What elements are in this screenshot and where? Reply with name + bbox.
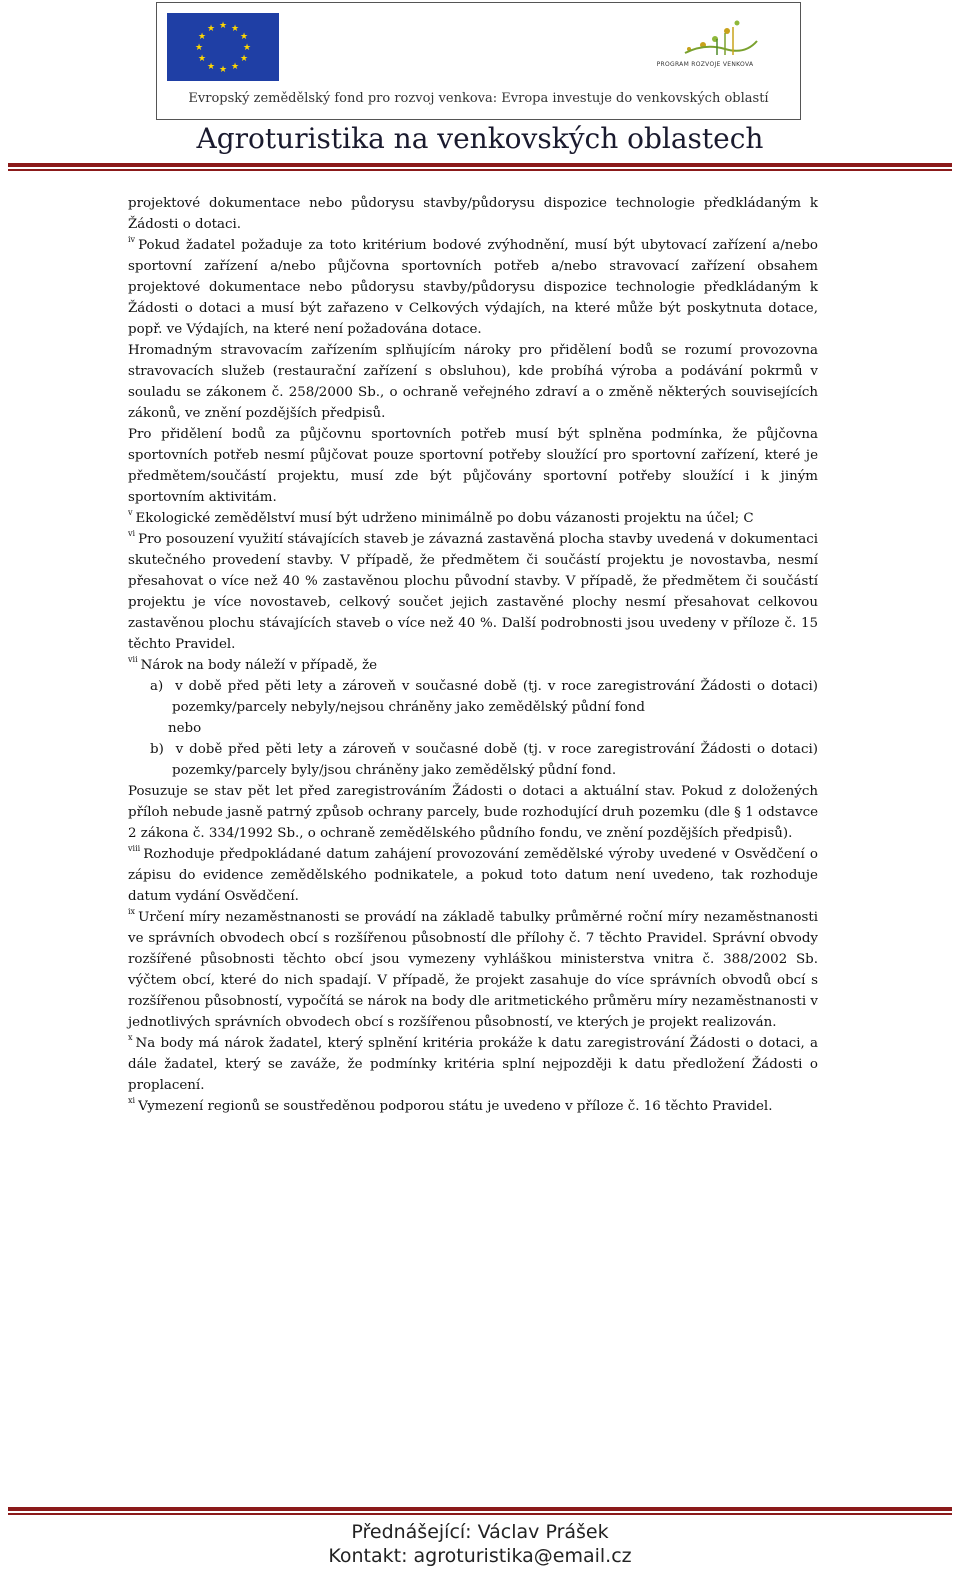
svg-text:★: ★ bbox=[197, 54, 207, 64]
svg-text:★: ★ bbox=[218, 21, 228, 31]
svg-text:★: ★ bbox=[239, 54, 249, 64]
header-divider-thin bbox=[8, 169, 952, 171]
eu-flag-icon bbox=[167, 13, 279, 81]
page-title: Agroturistika na venkovských oblastech bbox=[196, 122, 764, 155]
list-item: b) v době před pěti lety a zároveň v současné době (tj. v roce zaregistrování Žádosti o dotaci) pozemky/parcely byly/jsou chráněny jako zemědělský půdní fond. bbox=[150, 742, 818, 778]
footnote-marker: v bbox=[128, 508, 133, 517]
svg-text:★: ★ bbox=[197, 32, 207, 42]
footnote-marker: iv bbox=[128, 235, 136, 244]
svg-text:★: ★ bbox=[242, 43, 252, 53]
footer-divider bbox=[8, 1507, 952, 1511]
footnote-marker: xi bbox=[128, 1096, 136, 1105]
footnote-marker: viii bbox=[128, 844, 141, 853]
svg-text:★: ★ bbox=[230, 24, 240, 34]
svg-text:★: ★ bbox=[206, 24, 216, 34]
footer-contact: Kontakt: agroturistika@email.cz bbox=[328, 1545, 632, 1567]
program-logo-text: PROGRAM ROZVOJE VENKOVA bbox=[656, 61, 754, 68]
footnote-paragraph: $^v$ Ekologické zemědělství musí být udrženo minimálně po dobu vázanosti projektu na účel; C bbox=[128, 508, 754, 526]
paragraph: Hromadným stravovacím zařízením splňujícím nároky pro přidělení bodů se rozumí provozovna stravovacích služeb (restaurační zařízení s obsluhou), kde probíhá výroba a podávání pokrmů v souladu se zákonem č. 258/2000 Sb., o ochraně veřejného zdraví a o změně některých souvisejících zákonů, ve znění pozdějších předpisů. bbox=[128, 343, 818, 421]
header-divider bbox=[8, 163, 952, 167]
banner-caption: Evropský zemědělský fond pro rozvoj venkova: Evropa investuje do venkovských oblastí bbox=[188, 91, 769, 106]
footnote-paragraph: $^{vii}$ Nárok na body náleží v případě, že bbox=[128, 655, 378, 673]
footnote-marker: ix bbox=[128, 907, 136, 916]
svg-text:★: ★ bbox=[230, 62, 240, 72]
footnote-marker: vi bbox=[128, 529, 136, 538]
footnote-paragraph: $^{ix}$ Určení míry nezaměstnanosti se provádí na základě tabulky průměrné roční míry nezaměstnanosti ve správních obvodech obcí s rozšířenou působností dle přílohy č. 7 těchto Pravidel. Správní obvody rozšířené působnosti těchto obcí jsou vymezeny vyhláškou ministerstva vnitra č. 388/2002 Sb. výčtem obcí, které do nich spadají. V případě, že projekt zasahuje do více správních obvodů obcí s rozšířenou působností, vypočítá se nárok na body dle aritmetického průměru míry nezaměstnanosti v jednotlivých správních obvodech obcí s rozšířenou působností, ve kterých je projekt realizován. bbox=[128, 907, 818, 1030]
footnote-paragraph: $^{viii}$ Rozhoduje předpokládané datum zahájení provozování zemědělské výroby uvedené v Osvědčení o zápisu do evidence zemědělského podnikatele, a pokud toto datum není uvedeno, tak rozhoduje datum vydání Osvědčení. bbox=[128, 844, 818, 904]
paragraph: Pro přidělení bodů za půjčovnu sportovních potřeb musí být splněna podmínka, že půjčovna sportovních potřeb nesmí půjčovat pouze sportovní potřeby sloužící pro sportovní zařízení, které je předmětem/součástí projektu, musí zde být půjčovány sportovní potřeby sloužící i k jiným sportovním aktivitám. bbox=[128, 427, 818, 505]
paragraph: projektové dokumentace nebo půdorysu stavby/půdorysu dispozice technologie předkládaným k Žádosti o dotaci. bbox=[128, 196, 818, 232]
svg-text:★: ★ bbox=[206, 62, 216, 72]
footnote-marker: vii bbox=[128, 655, 138, 664]
list-connector: nebo bbox=[168, 721, 202, 736]
svg-text:★: ★ bbox=[239, 32, 249, 42]
list-item: a) v době před pěti lety a zároveň v současné době (tj. v roce zaregistrování Žádosti o dotaci) pozemky/parcely nebyly/nejsou chráněny jako zemědělský půdní fond bbox=[150, 679, 819, 715]
footer-lecturer: Přednášející: Václav Prášek bbox=[351, 1521, 609, 1543]
footnote-paragraph: $^{vi}$ Pro posouzení využití stávajících staveb je závazná zastavěná plocha stavby uvedená v dokumentaci skutečného provedení stavby. V případě, že předmětem či součástí projektu je novostavba, nesmí přesahovat o více než 40 % zastavěnou plochu původní stavby. V případě, že předmětem či součástí projektu je více novostaveb, celkový součet jejich zastavěné plochy nesmí přesahovat celkovou zastavěnou plochu stávajících staveb o více než 40 %. Další podrobnosti jsou uvedeny v příloze č. 15 těchto Pravidel. bbox=[128, 529, 818, 652]
footnote-paragraph: $^{iv}$ Pokud žadatel požaduje za toto kritérium bodové zvýhodnění, musí být ubytovací zařízení a/nebo sportovní zařízení a/nebo půjčovna sportovních potřeb a/nebo stravovací zařízení obsahem projektové dokumentace nebo půdorysu stavby/půdorysu dispozice technologie předkládaným k Žádosti o dotaci a musí být zařazeno v Celkových výdajích, na které může být poskytnuta dotace, popř. ve Výdajích, na které není požadována dotace. bbox=[128, 235, 818, 337]
footnote-paragraph: $^x$ Na body má nárok žadatel, který splnění kritéria prokáže k datu zaregistrování Žádosti o dotaci, a dále žadatel, který se zaváže, že podmínky kritéria splní nejpozději k datu předložení Žádosti o proplacení. bbox=[128, 1033, 818, 1093]
document-body bbox=[128, 193, 818, 1117]
footnote-marker: x bbox=[128, 1033, 133, 1042]
program-logo-icon bbox=[645, 17, 765, 79]
paragraph: Posuzuje se stav pět let před zaregistrováním Žádosti o dotaci a aktuální stav. Pokud z doložených příloh nebude jasně patrný způsob ochrany parcely, bude rozhodující druh pozemku (dle § 1 odstavce 2 zákona č. 334/1992 Sb., o ochraně zemědělského půdního fondu, ve znění pozdějších předpisů). bbox=[128, 784, 818, 841]
svg-text:★: ★ bbox=[218, 65, 228, 75]
header-banner bbox=[156, 2, 801, 120]
svg-text:★: ★ bbox=[194, 43, 204, 53]
footnote-paragraph: $^{xi}$ Vymezení regionů se soustředěnou podporou státu je uvedeno v příloze č. 16 těchto Pravidel. bbox=[128, 1096, 773, 1114]
page-footer bbox=[0, 1520, 960, 1568]
footer-divider-thin bbox=[8, 1513, 952, 1515]
